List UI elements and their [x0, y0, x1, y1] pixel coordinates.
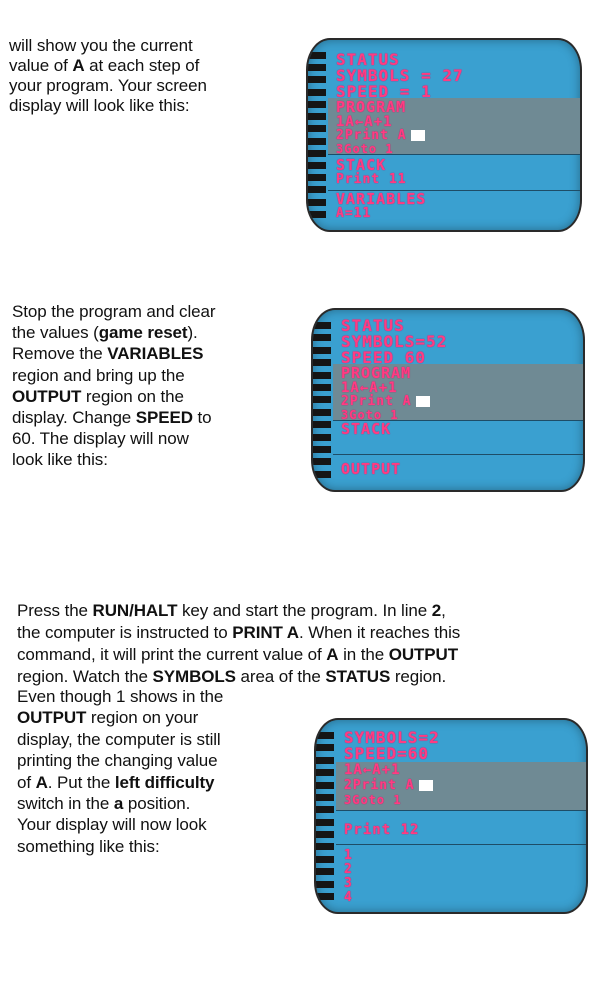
output-line-4: 4: [344, 890, 353, 905]
stack-value: Print 11: [336, 172, 407, 187]
cursor-block: [411, 130, 425, 141]
program-label: PROGRAM: [336, 98, 407, 116]
output-line-1: 1: [344, 848, 353, 863]
tv-screen-2: [313, 310, 583, 490]
program-line-1: 1A←A+1: [344, 762, 401, 778]
cursor-block: [419, 780, 433, 791]
speed-readout: SPEED 60: [341, 348, 427, 367]
screen-bezel: [313, 322, 333, 478]
paragraph-1: will show you the current value of A at each step of your program. Your screen display will look like this:: [9, 36, 207, 115]
tv-screen-3: [316, 720, 586, 912]
symbols-readout: SYMBOLS=2: [344, 728, 440, 747]
status-label: STATUS: [336, 50, 400, 69]
variable-value: A=11: [336, 206, 372, 221]
tv-screen-1: [308, 40, 580, 230]
program-line-3: 3Goto 1: [344, 793, 402, 807]
screen-bezel: [316, 732, 336, 900]
stack-label: STACK: [336, 156, 387, 174]
program-line-3: 3Goto 1: [341, 408, 399, 422]
program-line-2: 2Print A: [341, 394, 583, 409]
program-line-1: 1A←A+1: [336, 114, 393, 130]
program-line-2: 2Print A: [336, 128, 580, 143]
paragraph-2: Stop the program and clear the values (game reset). Remove the VARIABLES region and bring up the OUTPUT region on the display. Change SPEED to 60. The display will now look like this:: [12, 302, 216, 470]
output-line-3: 3: [344, 876, 353, 891]
program-label: PROGRAM: [341, 364, 412, 382]
status-label: STATUS: [341, 316, 405, 335]
output-label: OUTPUT: [341, 460, 402, 478]
symbols-readout: SYMBOLS=52: [341, 332, 448, 351]
speed-readout: SPEED=60: [344, 744, 430, 763]
screen-bezel: [308, 52, 328, 218]
program-line-1: 1A←A+1: [341, 380, 398, 396]
program-line-3: 3Goto 1: [336, 142, 394, 156]
program-line-2: 2Print A: [344, 778, 586, 793]
paragraph-4: Even though 1 shows in the OUTPUT region on your display, the computer is still printing the changing value of A. Put the left difficulty switch in the a position. Your display will now look something like this:: [17, 687, 224, 856]
cursor-block: [416, 396, 430, 407]
symbols-readout: SYMBOLS = 27: [336, 66, 464, 85]
output-line-2: 2: [344, 862, 353, 877]
stack-value: Print 12: [344, 822, 420, 838]
paragraph-3: Press the RUN/HALT key and start the program. In line 2, the computer is instructed to PRINT A. When it reaches this command, it will print the current value of A in the OUTPUT region. Watch the SYMBOLS area of the STATUS region.: [17, 601, 461, 686]
speed-readout: SPEED = 1: [336, 82, 432, 101]
variables-label: VARIABLES: [336, 190, 427, 208]
stack-label: STACK: [341, 420, 392, 438]
